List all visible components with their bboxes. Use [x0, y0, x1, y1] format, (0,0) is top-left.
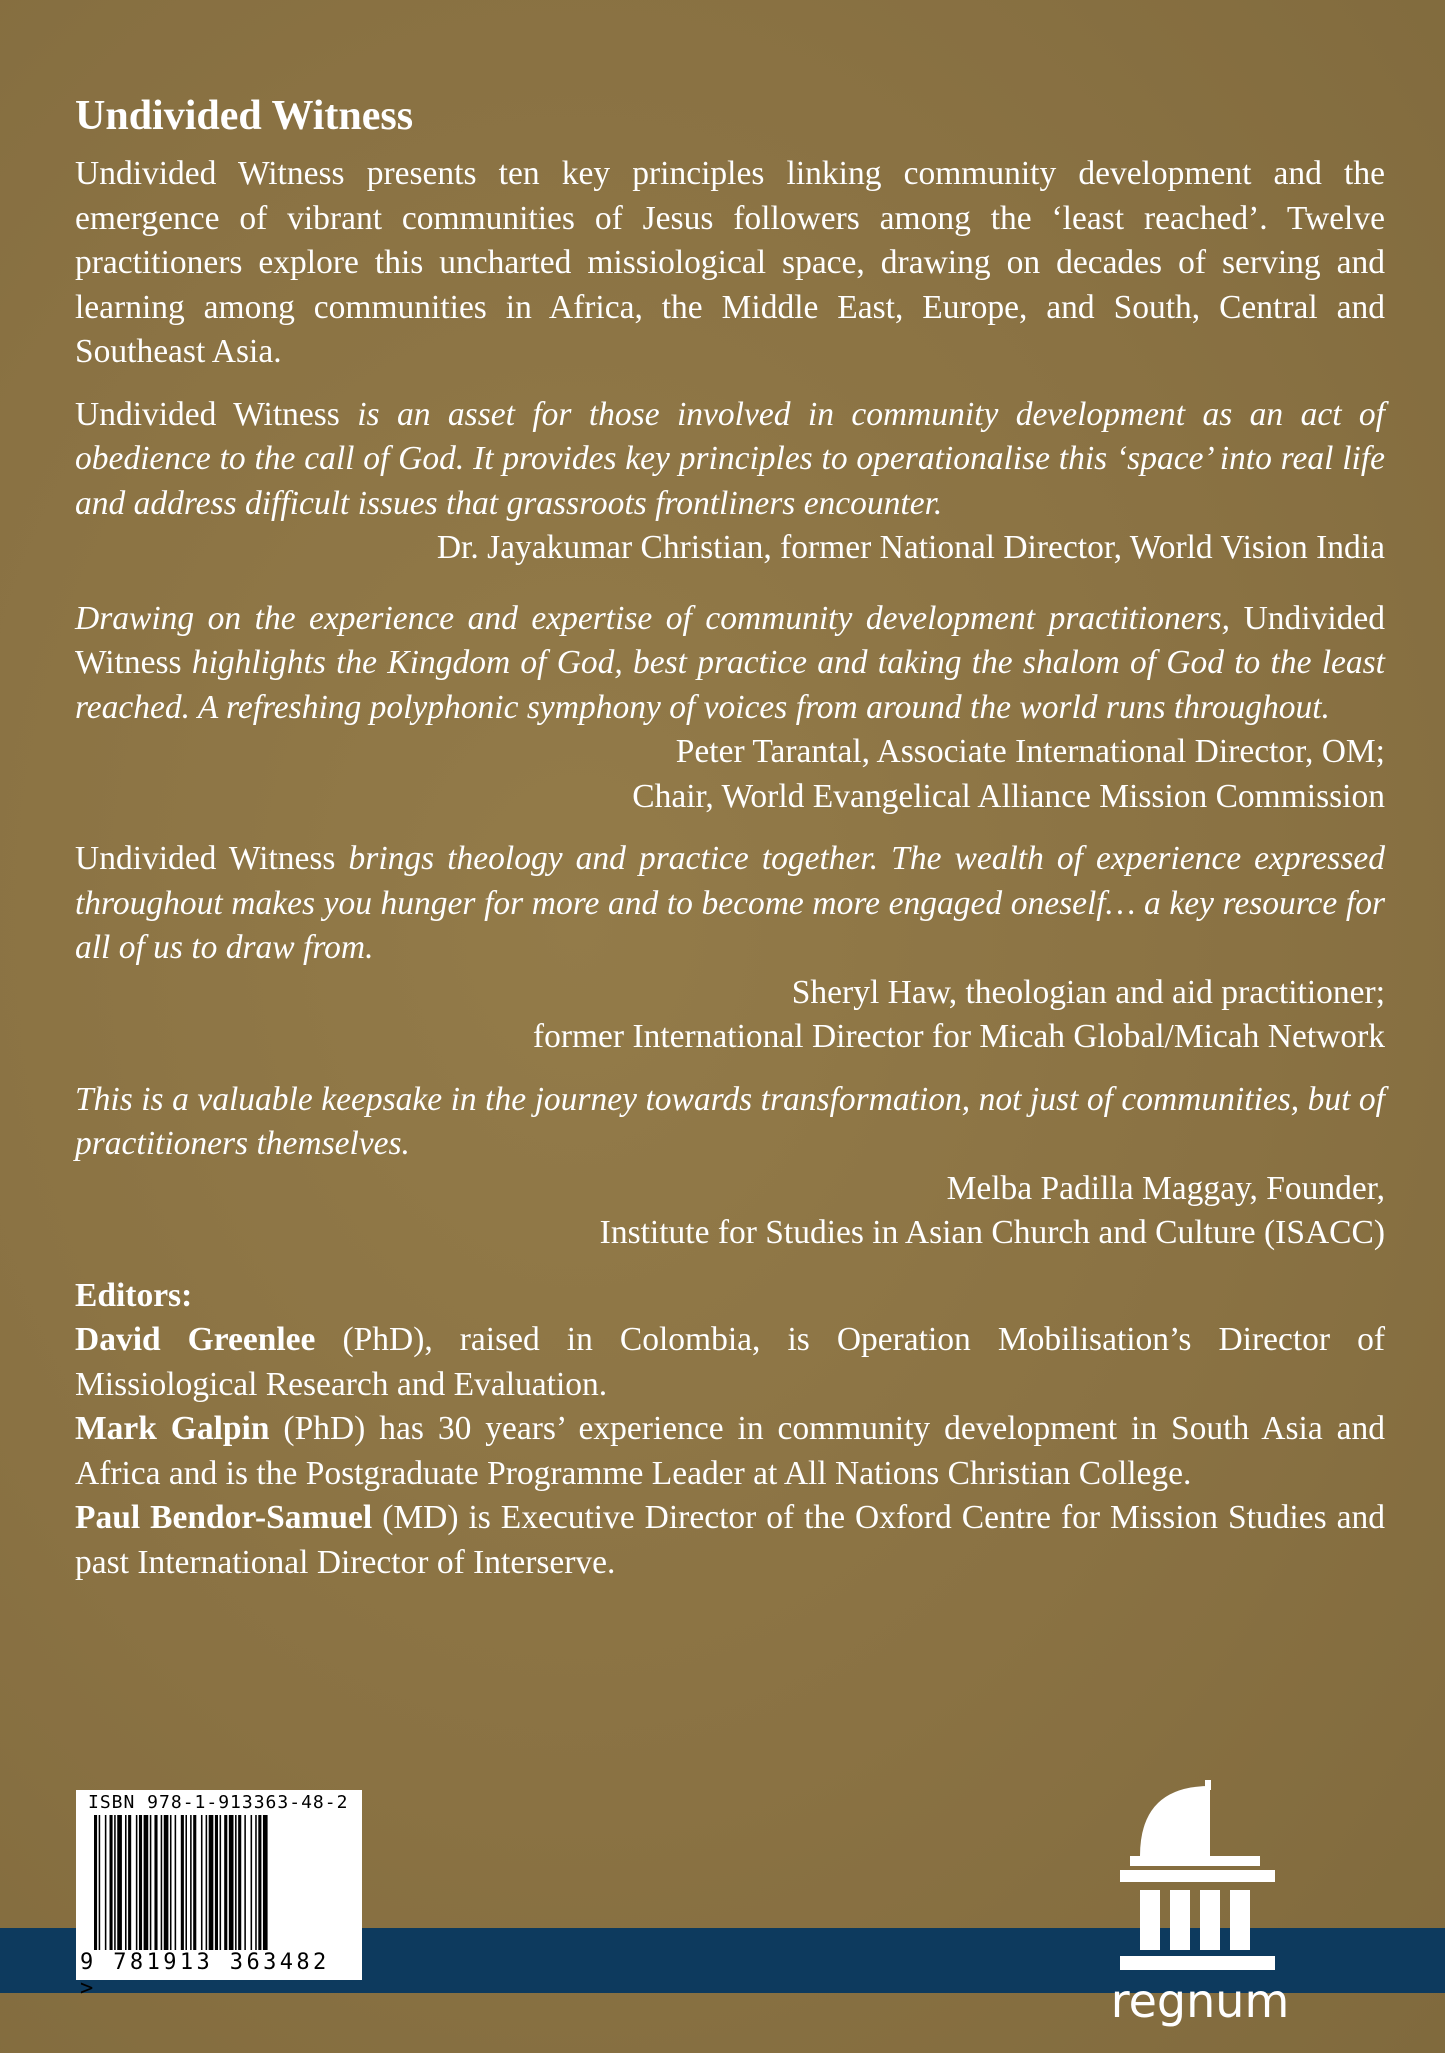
endorsement-4	[75, 1078, 1385, 1256]
editor-entry	[75, 1407, 1385, 1496]
endorsement-quote: highlights the Kingdom of God, best practice and taking the shalom of God to the least reached. A refreshing polyphonic symphony of voices from around the world runs throughout.	[75, 644, 1385, 726]
barcode-bar	[154, 1815, 157, 1950]
endorsement-attribution: Institute for Studies in Asian Church and Culture (ISACC)	[599, 1214, 1385, 1251]
editor-bio: (PhD) has 30 years’ experience in community development in South Asia and Africa and is the Postgraduate Programme Leader at All Nations Christian College.	[75, 1410, 1385, 1492]
barcode-bar	[114, 1815, 116, 1950]
editor-entry	[75, 1318, 1385, 1407]
endorsement-2	[75, 597, 1385, 820]
barcode-bar	[235, 1815, 237, 1950]
barcode-bar	[105, 1815, 107, 1950]
endorsement-1	[75, 393, 1385, 571]
barcode-bar	[244, 1815, 246, 1950]
editors-section	[75, 1274, 1385, 1586]
endorsement-quote: This is a valuable keepsake in the journey towards transformation, not just of communities, but of practitioners themselves.	[75, 1080, 1385, 1162]
endorsement-lead: Undivided Witness	[75, 395, 340, 433]
endorsement-lead: Undivided Witness	[75, 840, 336, 877]
barcode-bar	[209, 1815, 214, 1950]
isbn-barcode	[76, 1790, 362, 2001]
book-title: Undivided Witness	[75, 93, 414, 139]
barcode-bar	[99, 1815, 101, 1950]
endorsement-attribution: Sheryl Haw, theologian and aid practitioner;	[791, 973, 1385, 1011]
barcode-bar	[229, 1815, 234, 1950]
barcode-bar	[181, 1815, 184, 1950]
editor-name: David Greenlee	[75, 1321, 316, 1358]
endorsement-attribution: former International Director for Micah Global/Micah Network	[532, 1018, 1385, 1055]
barcode-bar	[258, 1815, 261, 1950]
editor-bio: (PhD), raised in Colombia, is Operation Mobilisation’s Director of Missiological Research and Evaluation.	[75, 1321, 1385, 1403]
back-cover-text	[75, 88, 1385, 1585]
barcode-bar	[170, 1815, 172, 1950]
barcode-bar	[136, 1815, 138, 1950]
barcode-bar	[150, 1815, 152, 1950]
barcode-bar	[110, 1815, 113, 1950]
barcode-bar	[263, 1815, 268, 1950]
editor-name: Mark Galpin	[75, 1410, 270, 1447]
barcode-bar	[251, 1815, 253, 1950]
barcode-bar	[215, 1815, 218, 1950]
book-description: Undivided Witness presents ten key principles linking community development and the emergence of vibrant communities of Jesus followers among the ‘least reached’. Twelve practitioners explore this uncharted missiological space, drawing on decades of serving and learning among communities in Africa, the Middle East, Europe, and South, Central and Southeast Asia.	[75, 155, 1385, 370]
barcode-bar	[139, 1815, 142, 1950]
editor-name: Paul Bendor-Samuel	[75, 1499, 373, 1536]
publisher-name: regnum	[1110, 1974, 1290, 2028]
isbn-label: ISBN 978-1-913363-48-2	[88, 1792, 349, 1813]
barcode-bar	[161, 1815, 163, 1950]
barcode-bar	[175, 1815, 177, 1950]
barcode-bar	[238, 1815, 241, 1950]
barcode-bar	[125, 1815, 127, 1950]
barcode-bar	[206, 1815, 208, 1950]
editors-heading: Editors:	[75, 1276, 193, 1314]
barcode-bar	[144, 1815, 149, 1950]
endorsement-quote: brings theology and practice together. The wealth of experience expressed throughout makes you hunger for more and to become more engaged oneself… a key resource for all of us to draw from.	[75, 840, 1385, 966]
barcode-bar	[117, 1815, 122, 1950]
endorsement-attribution: Chair, World Evangelical Alliance Mission Commission	[632, 777, 1385, 815]
barcode-bar	[128, 1815, 131, 1950]
endorsement-attribution: Dr. Jayakumar Christian, former National Director, World Vision India	[436, 529, 1385, 566]
endorsement-attribution: Peter Tarantal, Associate International Director, OM;	[675, 733, 1385, 770]
endorsement-3	[75, 837, 1385, 1060]
barcode-bar	[220, 1815, 222, 1950]
barcode-bar	[255, 1815, 257, 1950]
barcode-bar	[94, 1815, 97, 1950]
editor-entry	[75, 1496, 1385, 1585]
endorsement-pre: Drawing on the experience and expertise of community development practitioners,	[75, 599, 1244, 637]
endorsement-quote: is an asset for those involved in community development as an act of obedience to the call of God. It provides key principles to operationalise this ‘space’ into real life and address difficult issues that grassroots frontliners encounter.	[75, 395, 1385, 522]
barcode-bar	[201, 1815, 203, 1950]
barcode-bar	[224, 1815, 227, 1950]
editor-bio: (MD) is Executive Director of the Oxford Centre for Mission Studies and past International Director of Interserve.	[75, 1499, 1385, 1581]
barcode-digits: 9 781913 363482 >	[80, 1950, 330, 2001]
barcode-bars-icon	[94, 1815, 344, 1950]
barcode-bar	[193, 1815, 196, 1950]
barcode-bar	[185, 1815, 187, 1950]
endorsement-attribution: Melba Padilla Maggay, Founder,	[946, 1169, 1385, 1207]
barcode-bar	[190, 1815, 192, 1950]
barcode-bar	[164, 1815, 169, 1950]
endorsement-lead: Undivided Witness	[75, 599, 1385, 681]
